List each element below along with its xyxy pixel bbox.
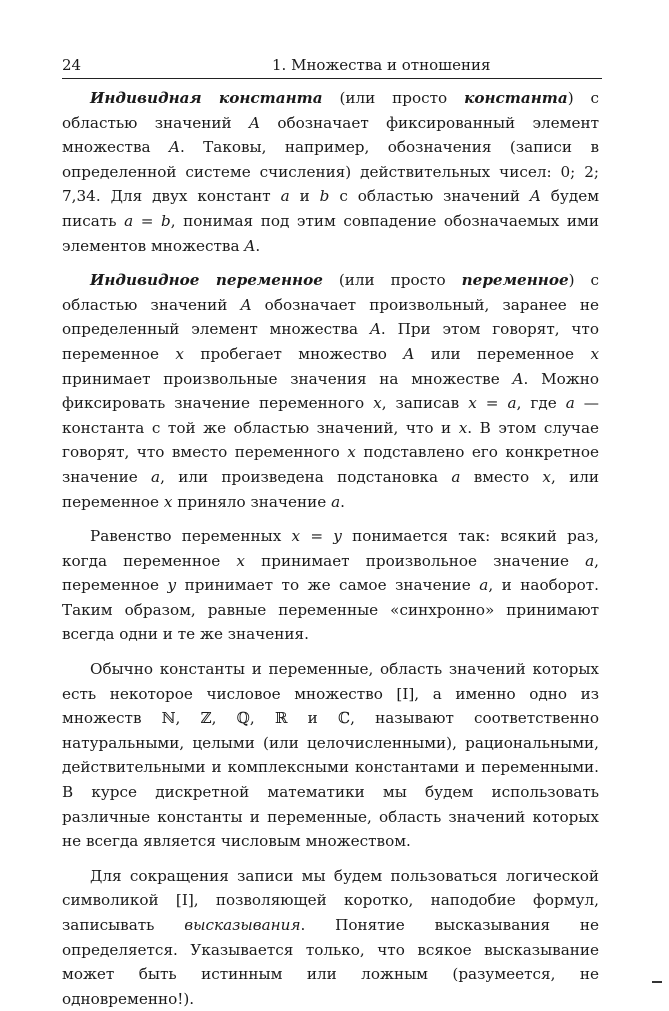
- term-individual-constant: Индивидная константа: [90, 89, 323, 107]
- text-run: принимает произвольные значения на множестве: [62, 369, 513, 388]
- page-body: [62, 86, 599, 1011]
- text-run: .: [340, 492, 345, 511]
- text-run: , или произведена подстановка: [160, 467, 452, 486]
- paragraph-variable-equality: [62, 524, 599, 647]
- math-var: a: [565, 394, 575, 413]
- text-run: , где: [516, 394, 566, 413]
- paragraph-constant-definition: [62, 86, 599, 258]
- math-var: b: [319, 187, 330, 206]
- text-run: принимает то же самое значение: [176, 576, 480, 595]
- text-run: .: [255, 236, 261, 255]
- math-var: a: [331, 492, 341, 511]
- paragraph-logical-symbolism: [62, 864, 599, 1011]
- text-run: понимается так: всякий раз, когда переменное: [62, 527, 599, 570]
- text-run: или переменное: [414, 344, 591, 363]
- math-var: A: [529, 187, 541, 206]
- math-var: A: [403, 344, 415, 363]
- text-run: ) с областью значений: [62, 89, 599, 132]
- math-var: x: [347, 443, 356, 462]
- math-var: x: [163, 492, 173, 511]
- text-run: приняло значение: [172, 492, 332, 511]
- math-var: A: [244, 236, 256, 255]
- math-var: A: [369, 320, 381, 339]
- text-run: с областью значений: [329, 187, 530, 206]
- math-var: x: [236, 551, 245, 570]
- text-run: обозначает фиксированный элемент множества: [62, 113, 599, 157]
- term-individual-variable: Индивидное переменное: [90, 271, 323, 290]
- text-run: вместо: [460, 467, 543, 486]
- math-var: y: [167, 576, 177, 595]
- text-run: (или просто: [322, 89, 465, 107]
- text-run: обозначает произвольный, заранее не определенный элемент множества: [62, 295, 599, 339]
- text-run: , и наоборот. Таким образом, равные переменные «синхронно» принимают всегда одни и те же значения.: [62, 576, 600, 644]
- math-var: x: [542, 467, 551, 486]
- math-var: x: [458, 418, 468, 437]
- text-run: , записав: [381, 394, 469, 413]
- text-run: . Можно фиксировать значение переменного: [62, 369, 599, 413]
- math-var: a: [479, 576, 489, 595]
- text-run: будем писать: [62, 187, 600, 230]
- text-run: . Понятие высказывания не определяется. Указывается только, что всякое высказывание может быть истинным или ложным (разумеется, не одновременно!).: [62, 916, 599, 1008]
- text-run: подставлено его конкретное значение: [62, 443, 599, 486]
- paragraph-numeric-sets: Обычно константы и переменные, область значений которых есть некоторое числовое множество [I], а именно одно из множеств ℕ, ℤ, ℚ, ℝ и ℂ, называют соответственно натуральными, целыми (или целочисленными), рациональными, действительными и комплексными константами и переменными. В курсе дискретной математики мы будем использовать различные константы и переменные, область значений которых не всегда является числовым множеством.: [62, 660, 599, 851]
- math-var: a: [280, 187, 290, 206]
- text-run: пробегает множество: [183, 344, 404, 363]
- text-run: , понимая под этим совпадение обозначаемых ими элементов множества: [62, 211, 599, 255]
- paragraph-variable-definition: [62, 268, 599, 514]
- math-var: x: [373, 394, 382, 413]
- text-run: ) с областью значений: [62, 271, 600, 314]
- text-run: Для сокращения записи мы будем пользоваться логической символикой [I], позволяющей коротко, наподобие формул, записывать: [62, 866, 599, 934]
- text-run: — константа с той же областью значений, что и: [62, 394, 599, 437]
- math-var: x: [590, 344, 600, 363]
- text-run: и: [289, 187, 320, 206]
- math-var: A: [512, 369, 524, 388]
- text-run: принимает произвольное значение: [244, 551, 586, 570]
- term-constant: константа: [464, 89, 568, 107]
- text-run: (или просто: [322, 271, 462, 290]
- math-expression: x = a: [468, 394, 517, 413]
- running-header: [62, 52, 602, 79]
- text-run: , или переменное: [62, 467, 599, 511]
- math-var: A: [168, 138, 180, 157]
- term-variable: переменное: [461, 271, 569, 290]
- page-edge-mark: [652, 981, 662, 983]
- term-statements: высказывания: [184, 916, 301, 934]
- math-expression: x = y: [291, 527, 342, 546]
- chapter-title: 1. Множества и отношения: [272, 56, 491, 74]
- math-expression: a = b: [124, 211, 171, 230]
- text-run: Равенство переменных: [90, 527, 292, 546]
- text-run: , переменное: [62, 551, 599, 595]
- text-run: . В этом случае говорят, что вместо переменного: [62, 418, 599, 462]
- math-var: x: [175, 344, 184, 363]
- math-var: A: [249, 113, 260, 132]
- math-var: A: [240, 295, 252, 314]
- math-var: a: [451, 467, 461, 486]
- math-var: a: [151, 467, 161, 486]
- text-run: . При этом говорят, что переменное: [62, 320, 599, 363]
- text-run: . Таковы, например, обозначения (записи в определенной системе счисления) действительных чисел: 0; 2; 7,34. Для двух констант: [62, 138, 599, 206]
- page-number: 24: [62, 56, 82, 74]
- math-var: a: [585, 551, 595, 570]
